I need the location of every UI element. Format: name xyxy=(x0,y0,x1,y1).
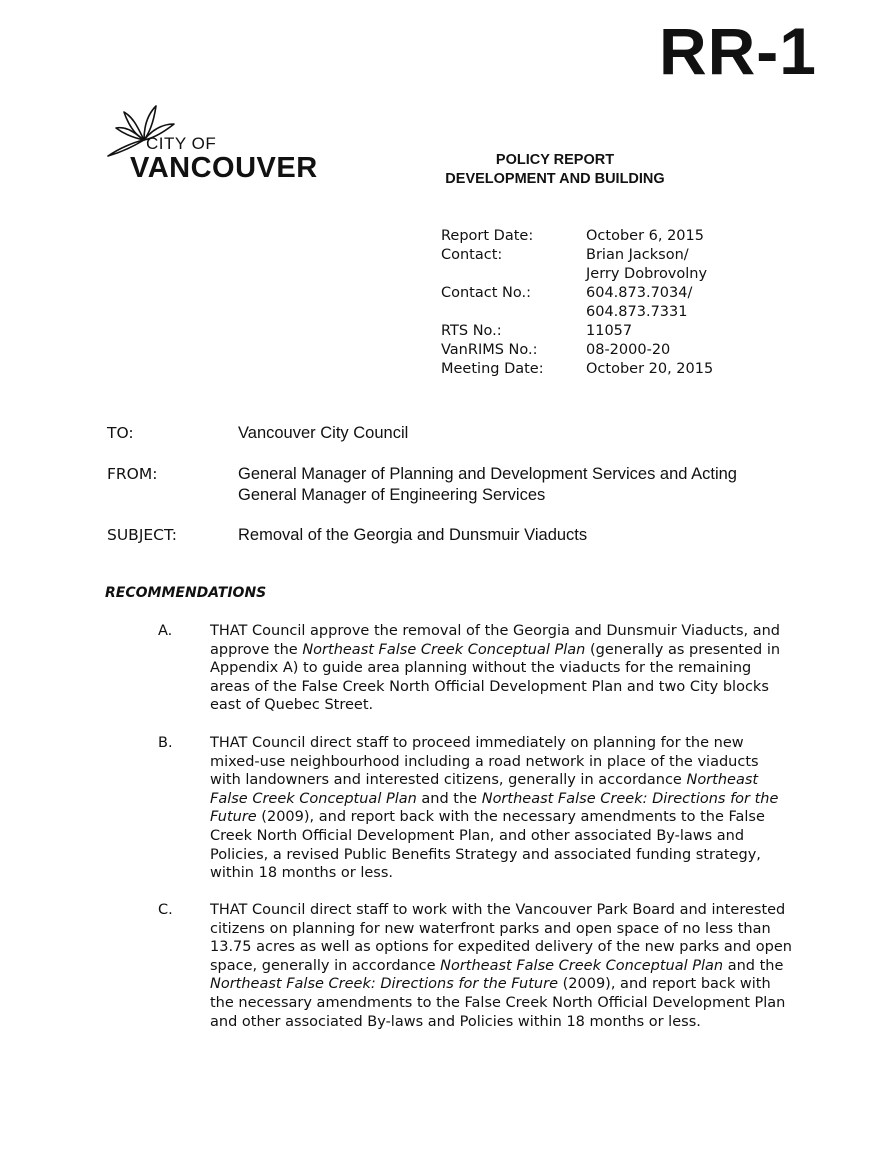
meta-value: Jerry Dobrovolny xyxy=(586,266,708,282)
to-label: TO: xyxy=(107,424,134,442)
italic-title: Northeast False Creek Conceptual Plan xyxy=(302,641,586,658)
meta-label: Contact: xyxy=(441,247,503,263)
text-span: (2009), and report back with the necessary amendments to the False Creek North Official Development Plan, and other associated By-laws and Policies, a revised Public Benefits Strategy and associated funding strategy, within 18 months or less. xyxy=(210,809,765,882)
text-span: and the xyxy=(723,957,784,974)
recommendation-text xyxy=(210,622,788,715)
italic-title: Northeast False Creek Conceptual Plan xyxy=(210,772,759,807)
to-value: Vancouver City Council xyxy=(238,424,409,442)
city-logo xyxy=(104,104,318,184)
recommendation-letter: C. xyxy=(158,902,173,918)
italic-title: Northeast False Creek: Directions for the Future xyxy=(210,790,779,826)
meta-value: October 6, 2015 xyxy=(586,228,704,244)
report-department: DEVELOPMENT AND BUILDING xyxy=(445,171,665,187)
meta-row xyxy=(441,360,713,379)
meta-label: VanRIMS No.: xyxy=(441,342,538,358)
text-span: (generally as presented in Appendix A) to guide area planning without the viaducts for the remaining areas of the False Creek North Official Development Plan and two City blocks east of Quebec Street. xyxy=(210,641,781,714)
recommendations-heading: RECOMMENDATIONS xyxy=(105,585,267,601)
meta-value: 604.873.7331 xyxy=(586,304,688,320)
recommendation-letter: B. xyxy=(158,735,173,751)
text-span: THAT Council direct staff to proceed immediately on planning for the new mixed-use neighbourhood including a road network in place of the viaducts with landowners and interested citizens, generally in accordance xyxy=(210,735,759,789)
from-label: FROM: xyxy=(107,465,158,483)
italic-title: Northeast False Creek: Directions for the Future xyxy=(210,976,559,993)
meta-row xyxy=(441,322,713,341)
logo-city-of: CITY OF xyxy=(146,134,217,153)
recommendation-text xyxy=(210,901,798,1031)
report-metadata xyxy=(441,227,713,379)
text-span: (2009), and report back with the necessary amendments to the False Creek North Official Development Plan and other associated By-laws and Policies within 18 months or less. xyxy=(210,976,786,1030)
meta-row xyxy=(441,303,713,322)
meta-row xyxy=(441,227,713,246)
text-span: and the xyxy=(416,790,482,807)
meta-value: Brian Jackson/ xyxy=(586,247,689,263)
meta-label: Meeting Date: xyxy=(441,361,544,377)
recommendation-a xyxy=(158,622,788,715)
meta-value: 604.873.7034/ xyxy=(586,285,693,301)
meta-row xyxy=(441,246,713,265)
text-span: THAT Council direct staff to work with the Vancouver Park Board and interested citizens on planning for new waterfront parks and open space of no less than 13.75 acres as well as options for expedited delivery of the new parks and open space, generally in accordance xyxy=(210,902,792,974)
subject-value: Removal of the Georgia and Dunsmuir Viaducts xyxy=(238,526,588,544)
logo-vancouver: VANCOUVER xyxy=(130,152,318,184)
recommendation-b xyxy=(158,734,788,883)
recommendation-letter: A. xyxy=(158,623,173,639)
italic-title: Northeast False Creek Conceptual Plan xyxy=(440,957,724,974)
meta-label: RTS No.: xyxy=(441,323,502,339)
from-value: General Manager of Planning and Development Services and Acting General Manager of Engineering Services xyxy=(238,465,737,504)
subject-label: SUBJECT: xyxy=(107,526,177,544)
text-span: THAT Council approve the removal of the Georgia and Dunsmuir Viaducts, and approve the xyxy=(210,623,780,658)
report-stamp: RR-1 xyxy=(658,14,817,88)
meta-label: Contact No.: xyxy=(441,285,531,301)
meta-row xyxy=(441,341,713,360)
recommendation-text xyxy=(210,734,788,883)
meta-label: Report Date: xyxy=(441,228,534,244)
meta-value: 08-2000-20 xyxy=(586,342,671,358)
meta-row xyxy=(441,265,713,284)
meta-row xyxy=(441,284,713,303)
meta-value: October 20, 2015 xyxy=(586,361,714,377)
report-type: POLICY REPORT xyxy=(495,152,615,168)
meta-value: 11057 xyxy=(586,323,633,339)
recommendation-c xyxy=(158,901,798,1031)
